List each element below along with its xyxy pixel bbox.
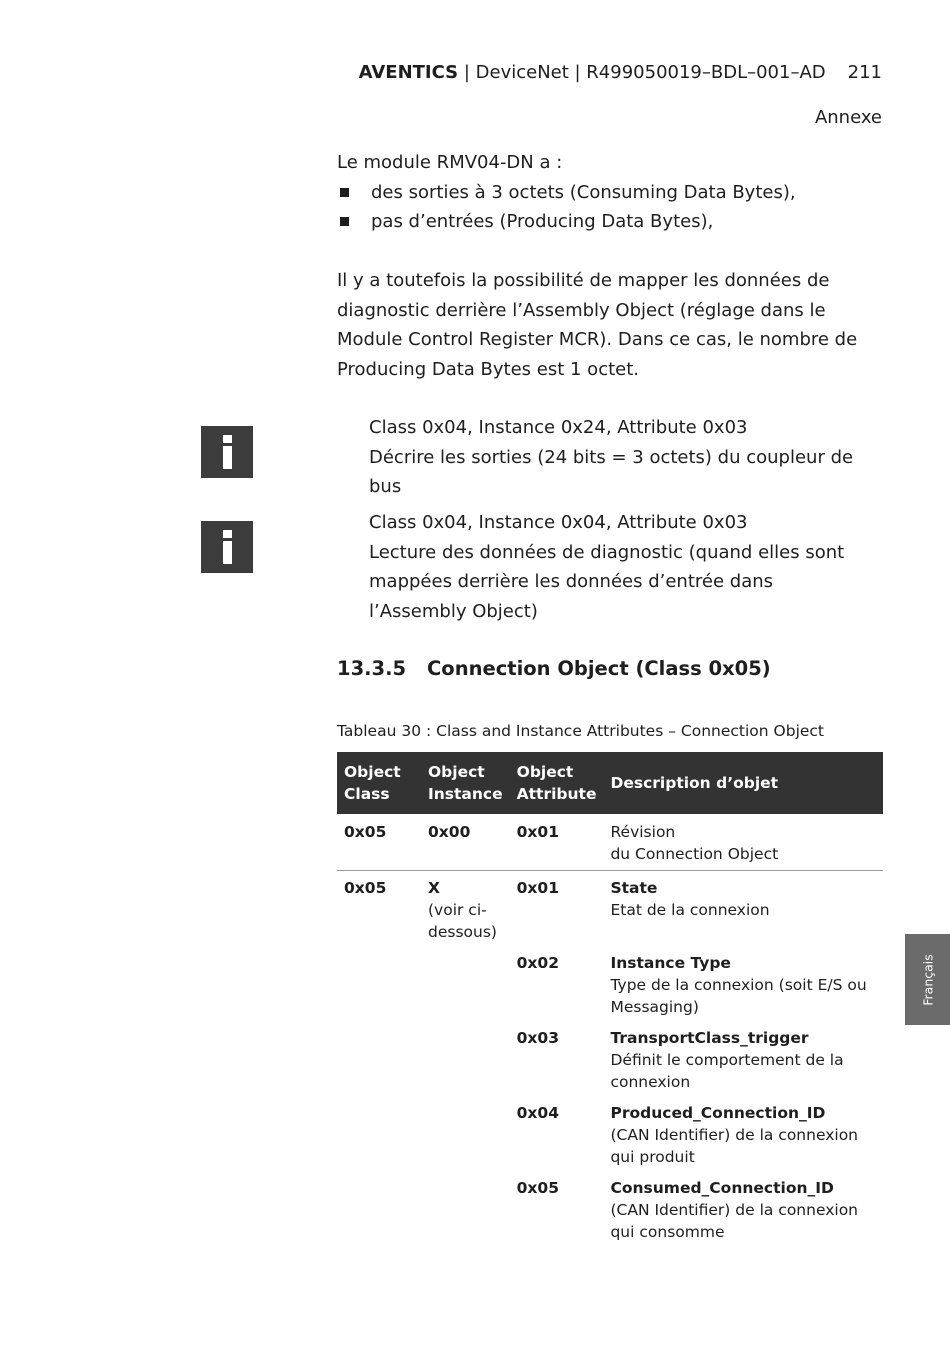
cell-instance: 0x00 xyxy=(421,814,510,871)
intro-paragraph: Il y a toutefois la possibilité de mapper les données de diagnostic derrière l’Assembly Object (réglage dans le Module Control Register MCR). Dans ce cas, le nombre de Producing Data Bytes est 1 octet. xyxy=(337,270,858,380)
note-block xyxy=(369,413,889,502)
table-row xyxy=(337,814,883,871)
info-icon xyxy=(201,521,253,573)
cell-class: 0x05 xyxy=(344,879,387,897)
note-block xyxy=(369,508,869,626)
column-header-object-attribute: Object Attribute xyxy=(510,752,604,814)
cell-description: Produced_Connection_ID (CAN Identifier) de la connexion qui produit xyxy=(610,1104,858,1166)
column-header-object-class: Object Class xyxy=(337,752,421,814)
note-title: Class 0x04, Instance 0x24, Attribute 0x03 xyxy=(369,417,748,438)
table-row xyxy=(337,871,883,949)
cell-attribute: 0x05 xyxy=(516,1179,559,1197)
cell-attribute: 0x03 xyxy=(516,1029,559,1047)
table-row xyxy=(337,1023,883,1098)
connection-object-table xyxy=(337,752,883,1248)
cell-attribute: 0x01 xyxy=(516,879,559,897)
note-description: Décrire les sorties (24 bits = 3 octets) du coupleur de bus xyxy=(369,446,854,497)
document-reference: | DeviceNet | R499050019–BDL–001–AD xyxy=(458,62,826,83)
section-label: Annexe xyxy=(814,107,882,128)
bullet-square-icon xyxy=(340,217,349,226)
note-description: Lecture des données de diagnostic (quand elles sont mappées derrière les données d’entrée dans l’Assembly Object) xyxy=(369,541,845,622)
cell-attribute: 0x02 xyxy=(516,954,559,972)
info-icon xyxy=(201,426,253,478)
brand-name: AVENTICS xyxy=(358,62,459,83)
table-header-row xyxy=(337,752,883,814)
table-row xyxy=(337,948,883,1023)
table-row xyxy=(337,1173,883,1248)
cell-description: TransportClass_trigger Définit le comportement de la connexion xyxy=(610,1029,844,1091)
cell-description: Consumed_Connection_ID (CAN Identifier) de la connexion qui consomme xyxy=(610,1179,858,1241)
page-header xyxy=(359,62,882,83)
language-tab-label: Français xyxy=(920,953,935,1006)
note-title: Class 0x04, Instance 0x04, Attribute 0x03 xyxy=(369,512,748,533)
column-header-description: Description d’objet xyxy=(603,752,883,814)
section-number: 13.3.5 xyxy=(337,657,407,680)
table-row xyxy=(337,1098,883,1173)
intro-line: Le module RMV04-DN a : xyxy=(337,152,563,173)
bullet-item: des sorties à 3 octets (Consuming Data Bytes), xyxy=(337,178,796,208)
bullet-item: pas d’entrées (Producing Data Bytes), xyxy=(337,207,713,237)
table-caption: Tableau 30 : Class and Instance Attributes – Connection Object xyxy=(337,722,825,740)
cell-class: 0x05 xyxy=(337,814,421,871)
page-number: 211 xyxy=(847,62,882,83)
cell-description: Révision du Connection Object xyxy=(603,814,883,871)
cell-attribute: 0x04 xyxy=(516,1104,559,1122)
section-heading xyxy=(337,657,771,680)
cell-description: Instance Type Type de la connexion (soit E/S ou Messaging) xyxy=(610,954,867,1016)
section-title: Connection Object (Class 0x05) xyxy=(427,657,771,680)
language-tab[interactable] xyxy=(905,934,950,1025)
cell-attribute: 0x01 xyxy=(510,814,604,871)
cell-description: State Etat de la connexion xyxy=(610,879,770,919)
cell-instance: X (voir ci-dessous) xyxy=(428,879,497,941)
column-header-object-instance: Object Instance xyxy=(421,752,510,814)
bullet-square-icon xyxy=(340,188,349,197)
